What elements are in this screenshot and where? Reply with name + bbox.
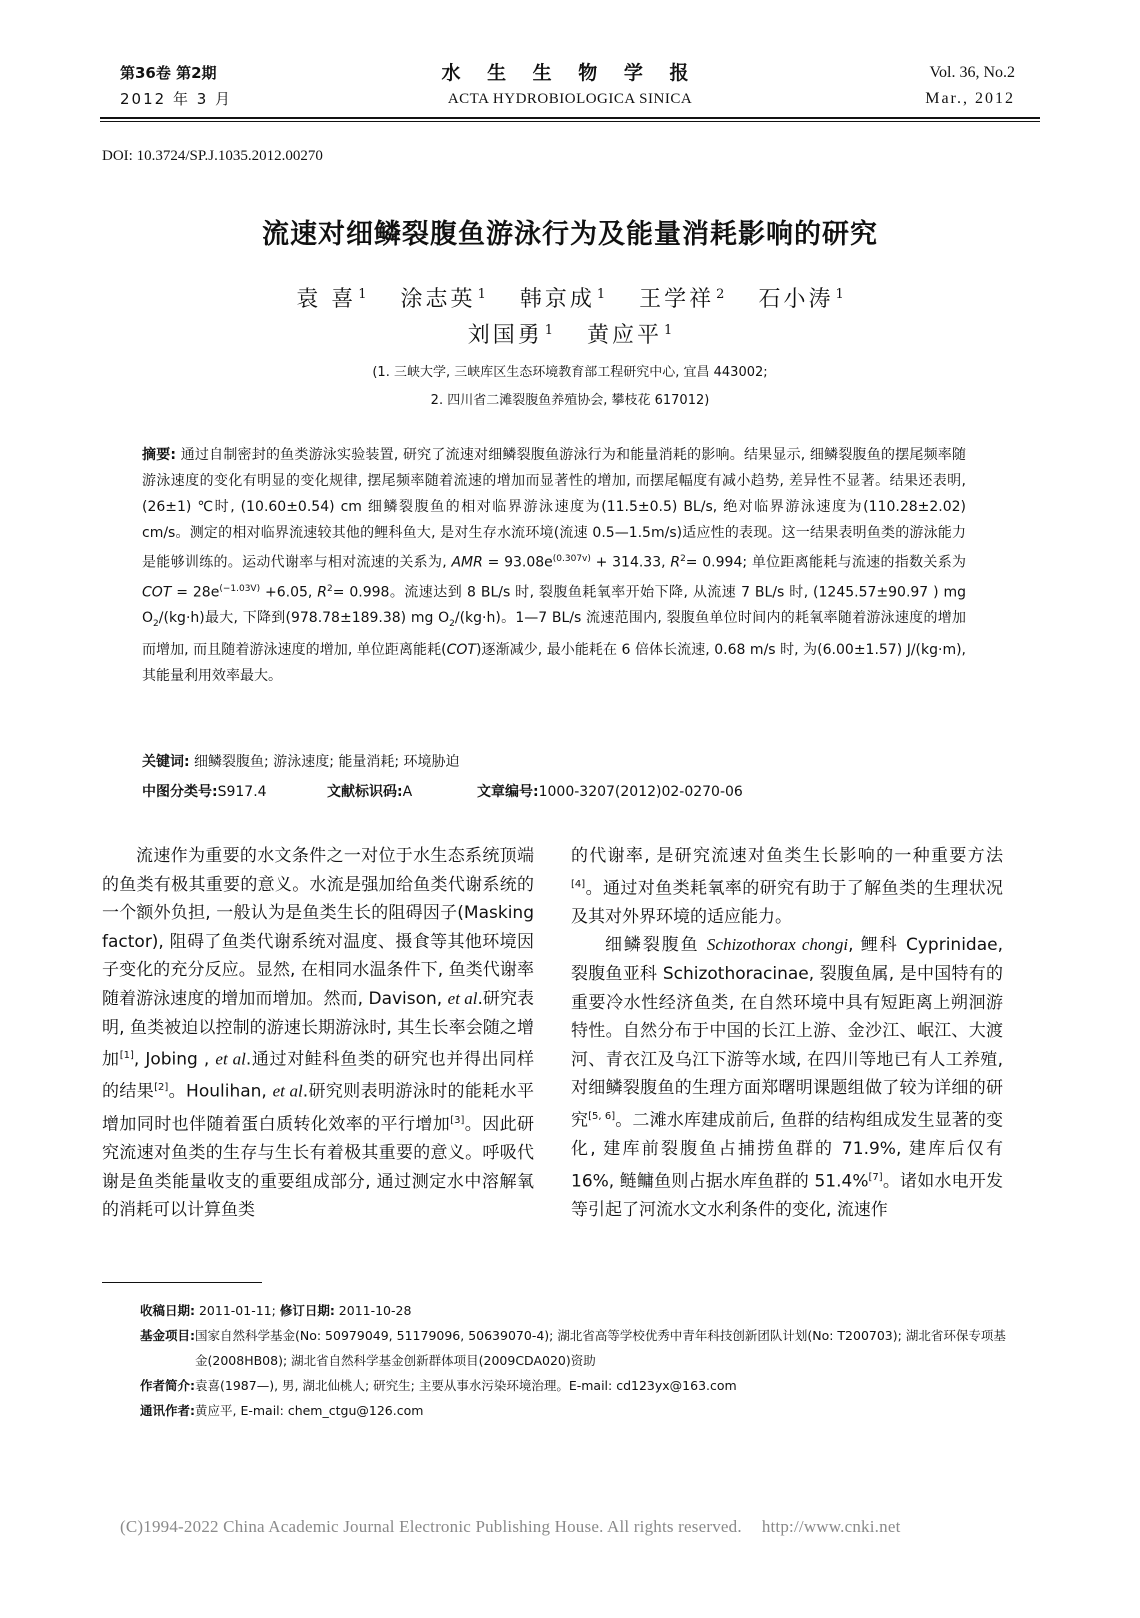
author: 刘国勇 $^1$: [467, 322, 553, 348]
keywords: 关键词: 细鳞裂腹鱼; 游泳速度; 能量消耗; 环境胁迫: [142, 754, 460, 770]
body-paragraph: 细鳞裂腹鱼 Schizothorax chongi, 鲤科 Cyprinidae, 裂腹鱼亚科 Schizothoracinae, 裂腹鱼属, 是中国特有的重要冷水性经济鱼类, 在自然环境中具有短距离上朔洄游特性。自然分布于中国的长江上游、金沙江、岷江、大渡河、青衣江及乌江下游等水域, 在四川等地已有人工养殖, 对细鳞裂腹鱼的生理方面郑曙明课题组做了较为详细的研究[5, 6]。二滩水库建成前后, 鱼群的结构组成发生显著的变化, 建库前裂腹鱼占捕捞鱼群的 71.9%, 建库后仅有 16%, 鲢鳙鱼则占据水库鱼群的 51.4%[7]。诸如水电开发等引起了河流水文水利条件的变化, 流速作: [571, 935, 1004, 1221]
author: 王学祥 $^2$: [639, 286, 725, 312]
body-column-right: [571, 842, 1003, 1225]
footnote-author: 作者简介: 袁喜(1987—), 男, 湖北仙桃人; 研究生; 主要从事水污染环境治理。E-mail: cd123yx@163.com: [140, 1378, 737, 1393]
abstract: 摘要: 通过自制密封的鱼类游泳实验装置, 研究了流速对细鳞裂腹鱼游泳行为和能量消耗的影响。结果显示, 细鳞裂腹鱼的摆尾频率随游泳速度的变化有明显的变化规律, 摆尾频率随着流速的增加而显著性的增加, 而摆尾幅度有减小趋势, 差异性不显著。结果还表明, (26±1) ℃时, (10.60±0.54) cm 细鳞裂腹鱼的相对临界游泳速度为(11.5±0.5) BL/s, 绝对临界游泳速度为(110.28±2.02) cm/s。测定的相对临界流速较其他的鲤科鱼大, 是对生存水流环境(流速 0.5—1.5m/s)适应性的表现。这一结果表明鱼类的游泳能力是能够训练的。运动代谢率与相对流速的关系为, AMR = $93.08e^{(0.307v)} + 314.33$, $R^2= 0.994$; 单位距离能耗与流速的指数关系为 COT = $28e^{(-1.03V)} +6.05$, $R^2= 0.998$。流速达到 8 BL/s 时, 裂腹鱼耗氧率开始下降, 从流速 7 BL/s 时, (1245.57±90.97 ) mg $O_2/(kg\cdot h)$最大, 下降到(978.78±189.38) mg $O_2/(kg\cdot h)$。1—7 BL/s 流速范围内, 裂腹鱼单位时间内的耗氧率随着游泳速度的增加而增加, 而且随着游泳速度的增加, 单位距离能耗(COT)逐渐减少, 最小能耗在 6 倍体长流速, 0.68 m/s 时, 为(6.00±1.57) J/(kg·m), 其能量利用效率最大。: [142, 447, 967, 685]
affiliation-1: (1. 三峡大学, 三峡库区生态环境教育部工程研究中心, 宜昌 443002;: [372, 365, 768, 380]
journal-name-en: ACTA HYDROBIOLOGICA SINICA: [447, 91, 693, 107]
author: 黄应平 $^1$: [587, 322, 673, 348]
header-rule-thick: [100, 117, 1040, 119]
author: 韩京成 $^1$: [519, 286, 606, 312]
footnote-fund: 基金项目: 国家自然科学基金(No: 50979049, 51179096, 50639070-4); 湖北省高等学校优秀中青年科技创新团队计划(No: T200703); 湖北省环保专项基金(2008HB08); 湖北省自然科学基金创新群体项目(2009CDA020)资助: [140, 1328, 1006, 1368]
clc-number: 中图分类号:S917.4: [142, 784, 267, 800]
doi[interactable]: DOI: 10.3724/SP.J.1035.2012.00270: [102, 148, 323, 164]
paper-title: 流速对细鳞裂腹鱼游泳行为及能量消耗影响的研究: [262, 219, 878, 250]
citation[interactable]: [2]: [154, 1082, 169, 1094]
citation[interactable]: [3]: [450, 1114, 465, 1126]
citation[interactable]: [1]: [119, 1050, 134, 1062]
classification-line: [142, 781, 1002, 801]
article-number: 文章编号:1000-3207(2012)02-0270-06: [477, 784, 743, 800]
citation[interactable]: [7]: [868, 1171, 883, 1183]
author: 涂志英 $^1$: [400, 286, 486, 312]
body-paragraph: 流速作为重要的水文条件之一对位于水生态系统顶端的鱼类有极其重要的意义。水流是强加给鱼类代谢系统的一个额外负担, 一般认为是鱼类生长的阻碍因子(Masking factor), 阻碍了鱼类代谢系统对温度、摄食等其他环境因子变化的充分反应。显然, 在相同水温条件下, 鱼类代谢率随着游泳速度的增加而增加。然而, Davison, et al.研究表明, 鱼类被迫以控制的游速长期游泳时, 其生长率会随之增加[1], Jobing , et al.通过对鲑科鱼类的研究也并得出同样的结果[2]。Houlihan, et al.研究则表明游泳时的能耗水平增加同时也伴随着蛋白质转化效率的平行增加[3]。因此研究流速对鱼类的生存与生长有着极其重要的意义。呼吸代谢是鱼类能量收支的重要组成部分, 通过测定水中溶解氧的消耗可以计算鱼类: [102, 846, 535, 1221]
footnotes: [140, 1298, 1006, 1423]
author-line-2: [0, 318, 1140, 349]
author: 石小涛 $^1$: [758, 286, 844, 312]
body-column-left: [102, 842, 534, 1225]
cnki-link[interactable]: http://www.cnki.net: [761, 1517, 901, 1536]
citation[interactable]: [5, 6]: [588, 1111, 616, 1122]
affiliation-2: 2. 四川省二滩裂腹鱼养殖协会, 攀枝花 617012): [430, 393, 710, 408]
footnote-correspondence: 通讯作者: 黄应平, E-mail: chem_ctgu@126.com: [140, 1403, 424, 1418]
volume-issue-en: Vol. 36, No.2: [929, 64, 1015, 81]
citation[interactable]: [4]: [571, 878, 586, 890]
copyright-notice: (C)1994-2022 China Academic Journal Electronic Publishing House. All rights reserved. http://www.cnki.net: [120, 1517, 901, 1536]
date-en: Mar., 2012: [925, 90, 1015, 107]
document-code: 文献标识码:A: [327, 784, 413, 800]
footnote-dates: 收稿日期: 2011-01-11; 修订日期: 2011-10-28: [140, 1303, 412, 1318]
author-line-1: [0, 282, 1140, 313]
header-right: [925, 60, 1015, 112]
header-rule-thin: [100, 121, 1040, 122]
footnote-rule: [102, 1282, 262, 1283]
body-paragraph: 的代谢率, 是研究流速对鱼类生长影响的一种重要方法[4]。通过对鱼类耗氧率的研究有助于了解鱼类的生理状况及其对外界环境的适应能力。: [571, 846, 1003, 927]
journal-name-cn: 水 生 生 物 学 报: [441, 62, 699, 84]
abstract-label: 摘要:: [142, 447, 177, 463]
author: 袁 喜 $^1$: [296, 286, 367, 312]
volume-issue-cn: 第36卷 第2期: [120, 64, 217, 82]
header-left: [120, 60, 232, 112]
date-cn: 2012 年 3 月: [120, 90, 233, 108]
header-center: [380, 60, 760, 112]
